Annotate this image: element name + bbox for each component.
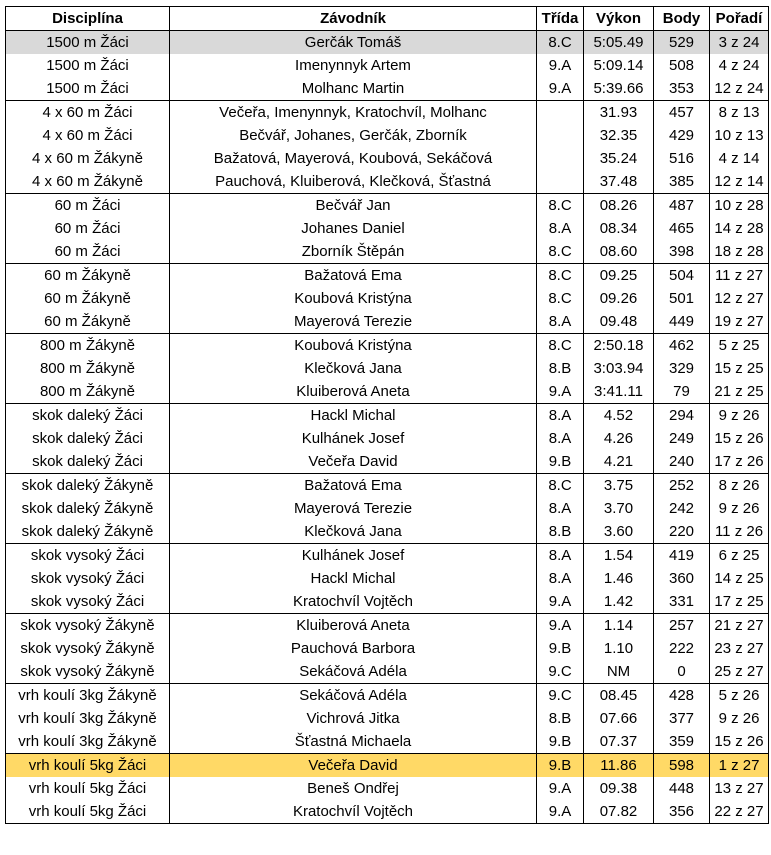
- cell-athlete: Koubová Kristýna: [170, 287, 537, 310]
- cell-rank: 10 z 13: [710, 124, 769, 147]
- cell-performance: 09.48: [584, 310, 654, 334]
- table-row: [6, 614, 769, 638]
- cell-performance: 09.26: [584, 287, 654, 310]
- cell-points: 360: [654, 567, 710, 590]
- table-row: [6, 590, 769, 614]
- cell-rank: 9 z 26: [710, 707, 769, 730]
- table-row: [6, 474, 769, 498]
- cell-points: 501: [654, 287, 710, 310]
- cell-rank: 4 z 14: [710, 147, 769, 170]
- table-row: [6, 31, 769, 55]
- cell-rank: 18 z 28: [710, 240, 769, 264]
- cell-discipline: skok vysoký Žáci: [6, 590, 170, 614]
- cell-points: 448: [654, 777, 710, 800]
- cell-points: 429: [654, 124, 710, 147]
- cell-points: 516: [654, 147, 710, 170]
- cell-rank: 11 z 26: [710, 520, 769, 544]
- cell-discipline: skok daleký Žákyně: [6, 474, 170, 498]
- cell-performance: 3:41.11: [584, 380, 654, 404]
- cell-points: 356: [654, 800, 710, 824]
- cell-discipline: 60 m Žákyně: [6, 310, 170, 334]
- cell-class: 8.A: [537, 427, 584, 450]
- cell-performance: 4.26: [584, 427, 654, 450]
- cell-points: 249: [654, 427, 710, 450]
- cell-performance: 08.45: [584, 684, 654, 708]
- cell-performance: 1.46: [584, 567, 654, 590]
- cell-points: 508: [654, 54, 710, 77]
- cell-athlete: Šťastná Michaela: [170, 730, 537, 754]
- cell-performance: 5:09.14: [584, 54, 654, 77]
- cell-class: 8.B: [537, 357, 584, 380]
- table-row: [6, 77, 769, 101]
- cell-discipline: vrh koulí 5kg Žáci: [6, 800, 170, 824]
- cell-rank: 15 z 26: [710, 427, 769, 450]
- table-row: [6, 567, 769, 590]
- cell-discipline: 1500 m Žáci: [6, 54, 170, 77]
- cell-rank: 12 z 14: [710, 170, 769, 194]
- cell-class: [537, 124, 584, 147]
- cell-performance: 1.42: [584, 590, 654, 614]
- cell-discipline: 4 x 60 m Žákyně: [6, 170, 170, 194]
- cell-class: 8.A: [537, 310, 584, 334]
- table-row: [6, 170, 769, 194]
- cell-athlete: Koubová Kristýna: [170, 334, 537, 358]
- cell-class: 8.A: [537, 404, 584, 428]
- cell-performance: 37.48: [584, 170, 654, 194]
- header-row: [6, 7, 769, 31]
- cell-points: 598: [654, 754, 710, 778]
- cell-athlete: Bažatová Ema: [170, 474, 537, 498]
- cell-discipline: 1500 m Žáci: [6, 31, 170, 55]
- table-row: [6, 497, 769, 520]
- cell-class: 9.B: [537, 730, 584, 754]
- cell-points: 504: [654, 264, 710, 288]
- cell-athlete: Zborník Štěpán: [170, 240, 537, 264]
- cell-rank: 21 z 27: [710, 614, 769, 638]
- cell-points: 398: [654, 240, 710, 264]
- cell-performance: 4.52: [584, 404, 654, 428]
- cell-rank: 4 z 24: [710, 54, 769, 77]
- cell-discipline: 800 m Žákyně: [6, 380, 170, 404]
- cell-discipline: skok vysoký Žáci: [6, 567, 170, 590]
- cell-points: 220: [654, 520, 710, 544]
- table-row: [6, 404, 769, 428]
- cell-class: 8.C: [537, 474, 584, 498]
- cell-athlete: Vichrová Jitka: [170, 707, 537, 730]
- table-row: [6, 101, 769, 125]
- cell-class: 8.C: [537, 194, 584, 218]
- cell-rank: 25 z 27: [710, 660, 769, 684]
- cell-discipline: vrh koulí 3kg Žákyně: [6, 707, 170, 730]
- cell-class: 9.C: [537, 684, 584, 708]
- cell-performance: NM: [584, 660, 654, 684]
- cell-class: 8.A: [537, 544, 584, 568]
- cell-class: 8.B: [537, 520, 584, 544]
- header-rank: Pořadí: [710, 7, 769, 31]
- cell-athlete: Kluiberová Aneta: [170, 614, 537, 638]
- table-row: [6, 264, 769, 288]
- cell-performance: 11.86: [584, 754, 654, 778]
- cell-performance: 3.75: [584, 474, 654, 498]
- cell-performance: 2:50.18: [584, 334, 654, 358]
- cell-points: 377: [654, 707, 710, 730]
- table-row: [6, 777, 769, 800]
- table-row: [6, 637, 769, 660]
- cell-athlete: Molhanc Martin: [170, 77, 537, 101]
- table-row: [6, 660, 769, 684]
- table-row: [6, 54, 769, 77]
- cell-rank: 15 z 26: [710, 730, 769, 754]
- cell-rank: 9 z 26: [710, 404, 769, 428]
- cell-athlete: Večeřa David: [170, 450, 537, 474]
- cell-performance: 3.70: [584, 497, 654, 520]
- cell-rank: 5 z 26: [710, 684, 769, 708]
- cell-discipline: skok vysoký Žáci: [6, 544, 170, 568]
- cell-class: 9.A: [537, 380, 584, 404]
- cell-points: 79: [654, 380, 710, 404]
- table-row: [6, 684, 769, 708]
- cell-rank: 12 z 27: [710, 287, 769, 310]
- table-row: [6, 287, 769, 310]
- cell-rank: 15 z 25: [710, 357, 769, 380]
- cell-points: 529: [654, 31, 710, 55]
- cell-rank: 11 z 27: [710, 264, 769, 288]
- cell-points: 353: [654, 77, 710, 101]
- cell-discipline: 800 m Žákyně: [6, 357, 170, 380]
- cell-points: 252: [654, 474, 710, 498]
- table-row: [6, 240, 769, 264]
- cell-class: [537, 101, 584, 125]
- cell-points: 0: [654, 660, 710, 684]
- cell-athlete: Bažatová, Mayerová, Koubová, Sekáčová: [170, 147, 537, 170]
- table-row: [6, 544, 769, 568]
- cell-athlete: Kratochvíl Vojtěch: [170, 590, 537, 614]
- cell-points: 294: [654, 404, 710, 428]
- cell-discipline: vrh koulí 3kg Žákyně: [6, 684, 170, 708]
- cell-athlete: Bečvář, Johanes, Gerčák, Zborník: [170, 124, 537, 147]
- header-performance: Výkon: [584, 7, 654, 31]
- cell-rank: 10 z 28: [710, 194, 769, 218]
- cell-performance: 09.38: [584, 777, 654, 800]
- cell-performance: 08.60: [584, 240, 654, 264]
- cell-discipline: skok vysoký Žákyně: [6, 614, 170, 638]
- cell-points: 240: [654, 450, 710, 474]
- cell-rank: 13 z 27: [710, 777, 769, 800]
- cell-performance: 09.25: [584, 264, 654, 288]
- table-row: [6, 147, 769, 170]
- cell-discipline: 60 m Žáci: [6, 194, 170, 218]
- cell-points: 329: [654, 357, 710, 380]
- cell-discipline: skok daleký Žáci: [6, 427, 170, 450]
- table-row: [6, 217, 769, 240]
- cell-rank: 8 z 13: [710, 101, 769, 125]
- cell-athlete: Mayerová Terezie: [170, 310, 537, 334]
- cell-rank: 12 z 24: [710, 77, 769, 101]
- cell-class: 9.B: [537, 637, 584, 660]
- header-discipline: Disciplína: [6, 7, 170, 31]
- cell-athlete: Klečková Jana: [170, 520, 537, 544]
- cell-performance: 1.14: [584, 614, 654, 638]
- cell-athlete: Hackl Michal: [170, 567, 537, 590]
- cell-rank: 17 z 26: [710, 450, 769, 474]
- cell-athlete: Večeřa, Imenynnyk, Kratochvíl, Molhanc: [170, 101, 537, 125]
- cell-rank: 21 z 25: [710, 380, 769, 404]
- cell-athlete: Pauchová Barbora: [170, 637, 537, 660]
- cell-class: 8.C: [537, 31, 584, 55]
- cell-discipline: 60 m Žákyně: [6, 287, 170, 310]
- header-class: Třída: [537, 7, 584, 31]
- cell-performance: 35.24: [584, 147, 654, 170]
- cell-class: [537, 170, 584, 194]
- cell-performance: 08.26: [584, 194, 654, 218]
- cell-points: 359: [654, 730, 710, 754]
- cell-class: 8.C: [537, 287, 584, 310]
- table-row: [6, 380, 769, 404]
- table-row: [6, 450, 769, 474]
- cell-discipline: 4 x 60 m Žáci: [6, 124, 170, 147]
- cell-points: 449: [654, 310, 710, 334]
- table-row: [6, 357, 769, 380]
- table-row: [6, 427, 769, 450]
- cell-class: 9.A: [537, 800, 584, 824]
- cell-athlete: Klečková Jana: [170, 357, 537, 380]
- cell-class: 8.C: [537, 240, 584, 264]
- cell-points: 331: [654, 590, 710, 614]
- cell-class: 8.B: [537, 707, 584, 730]
- cell-discipline: skok vysoký Žákyně: [6, 637, 170, 660]
- table-row: [6, 310, 769, 334]
- cell-rank: 3 z 24: [710, 31, 769, 55]
- cell-discipline: skok vysoký Žákyně: [6, 660, 170, 684]
- cell-class: 9.A: [537, 614, 584, 638]
- cell-class: 9.A: [537, 77, 584, 101]
- cell-class: 9.A: [537, 777, 584, 800]
- cell-performance: 32.35: [584, 124, 654, 147]
- cell-rank: 22 z 27: [710, 800, 769, 824]
- cell-discipline: skok daleký Žáci: [6, 450, 170, 474]
- cell-rank: 1 z 27: [710, 754, 769, 778]
- cell-athlete: Gerčák Tomáš: [170, 31, 537, 55]
- cell-athlete: Kluiberová Aneta: [170, 380, 537, 404]
- cell-discipline: 4 x 60 m Žáci: [6, 101, 170, 125]
- cell-athlete: Sekáčová Adéla: [170, 684, 537, 708]
- cell-points: 222: [654, 637, 710, 660]
- cell-class: 9.C: [537, 660, 584, 684]
- cell-points: 487: [654, 194, 710, 218]
- cell-class: 9.A: [537, 590, 584, 614]
- cell-rank: 6 z 25: [710, 544, 769, 568]
- cell-class: 9.A: [537, 54, 584, 77]
- table-row: [6, 194, 769, 218]
- cell-rank: 14 z 25: [710, 567, 769, 590]
- cell-performance: 1.10: [584, 637, 654, 660]
- cell-athlete: Večeřa David: [170, 754, 537, 778]
- table-row: [6, 730, 769, 754]
- cell-class: [537, 147, 584, 170]
- cell-performance: 1.54: [584, 544, 654, 568]
- cell-discipline: vrh koulí 5kg Žáci: [6, 777, 170, 800]
- cell-discipline: skok daleký Žákyně: [6, 520, 170, 544]
- cell-athlete: Sekáčová Adéla: [170, 660, 537, 684]
- cell-points: 419: [654, 544, 710, 568]
- cell-performance: 07.82: [584, 800, 654, 824]
- cell-discipline: 60 m Žáci: [6, 240, 170, 264]
- cell-rank: 8 z 26: [710, 474, 769, 498]
- cell-performance: 07.66: [584, 707, 654, 730]
- table-row: [6, 520, 769, 544]
- table-row: [6, 334, 769, 358]
- cell-performance: 5:39.66: [584, 77, 654, 101]
- cell-class: 9.B: [537, 450, 584, 474]
- cell-performance: 31.93: [584, 101, 654, 125]
- cell-athlete: Beneš Ondřej: [170, 777, 537, 800]
- cell-rank: 9 z 26: [710, 497, 769, 520]
- header-athlete: Závodník: [170, 7, 537, 31]
- cell-rank: 23 z 27: [710, 637, 769, 660]
- cell-rank: 5 z 25: [710, 334, 769, 358]
- cell-athlete: Kulhánek Josef: [170, 427, 537, 450]
- cell-points: 428: [654, 684, 710, 708]
- cell-athlete: Imenynnyk Artem: [170, 54, 537, 77]
- cell-performance: 4.21: [584, 450, 654, 474]
- cell-performance: 07.37: [584, 730, 654, 754]
- cell-points: 457: [654, 101, 710, 125]
- table-row: [6, 800, 769, 824]
- cell-athlete: Mayerová Terezie: [170, 497, 537, 520]
- cell-class: 8.C: [537, 334, 584, 358]
- cell-athlete: Bečvář Jan: [170, 194, 537, 218]
- cell-performance: 08.34: [584, 217, 654, 240]
- results-body: [6, 31, 769, 824]
- cell-performance: 3:03.94: [584, 357, 654, 380]
- cell-discipline: 60 m Žákyně: [6, 264, 170, 288]
- cell-performance: 5:05.49: [584, 31, 654, 55]
- cell-points: 385: [654, 170, 710, 194]
- cell-points: 462: [654, 334, 710, 358]
- cell-discipline: 1500 m Žáci: [6, 77, 170, 101]
- cell-discipline: vrh koulí 5kg Žáci: [6, 754, 170, 778]
- cell-rank: 14 z 28: [710, 217, 769, 240]
- results-table: [5, 6, 769, 824]
- cell-rank: 17 z 25: [710, 590, 769, 614]
- cell-athlete: Bažatová Ema: [170, 264, 537, 288]
- cell-athlete: Kulhánek Josef: [170, 544, 537, 568]
- cell-rank: 19 z 27: [710, 310, 769, 334]
- cell-discipline: 800 m Žákyně: [6, 334, 170, 358]
- cell-class: 9.B: [537, 754, 584, 778]
- cell-points: 465: [654, 217, 710, 240]
- cell-class: 8.C: [537, 264, 584, 288]
- cell-discipline: vrh koulí 3kg Žákyně: [6, 730, 170, 754]
- cell-points: 242: [654, 497, 710, 520]
- cell-athlete: Johanes Daniel: [170, 217, 537, 240]
- table-row: [6, 754, 769, 778]
- cell-discipline: 60 m Žáci: [6, 217, 170, 240]
- cell-class: 8.A: [537, 217, 584, 240]
- table-row: [6, 707, 769, 730]
- cell-performance: 3.60: [584, 520, 654, 544]
- table-row: [6, 124, 769, 147]
- cell-athlete: Kratochvíl Vojtěch: [170, 800, 537, 824]
- cell-points: 257: [654, 614, 710, 638]
- cell-athlete: Hackl Michal: [170, 404, 537, 428]
- cell-discipline: skok daleký Žáci: [6, 404, 170, 428]
- cell-class: 8.A: [537, 497, 584, 520]
- cell-athlete: Pauchová, Kluiberová, Klečková, Šťastná: [170, 170, 537, 194]
- cell-discipline: skok daleký Žákyně: [6, 497, 170, 520]
- header-points: Body: [654, 7, 710, 31]
- cell-class: 8.A: [537, 567, 584, 590]
- cell-discipline: 4 x 60 m Žákyně: [6, 147, 170, 170]
